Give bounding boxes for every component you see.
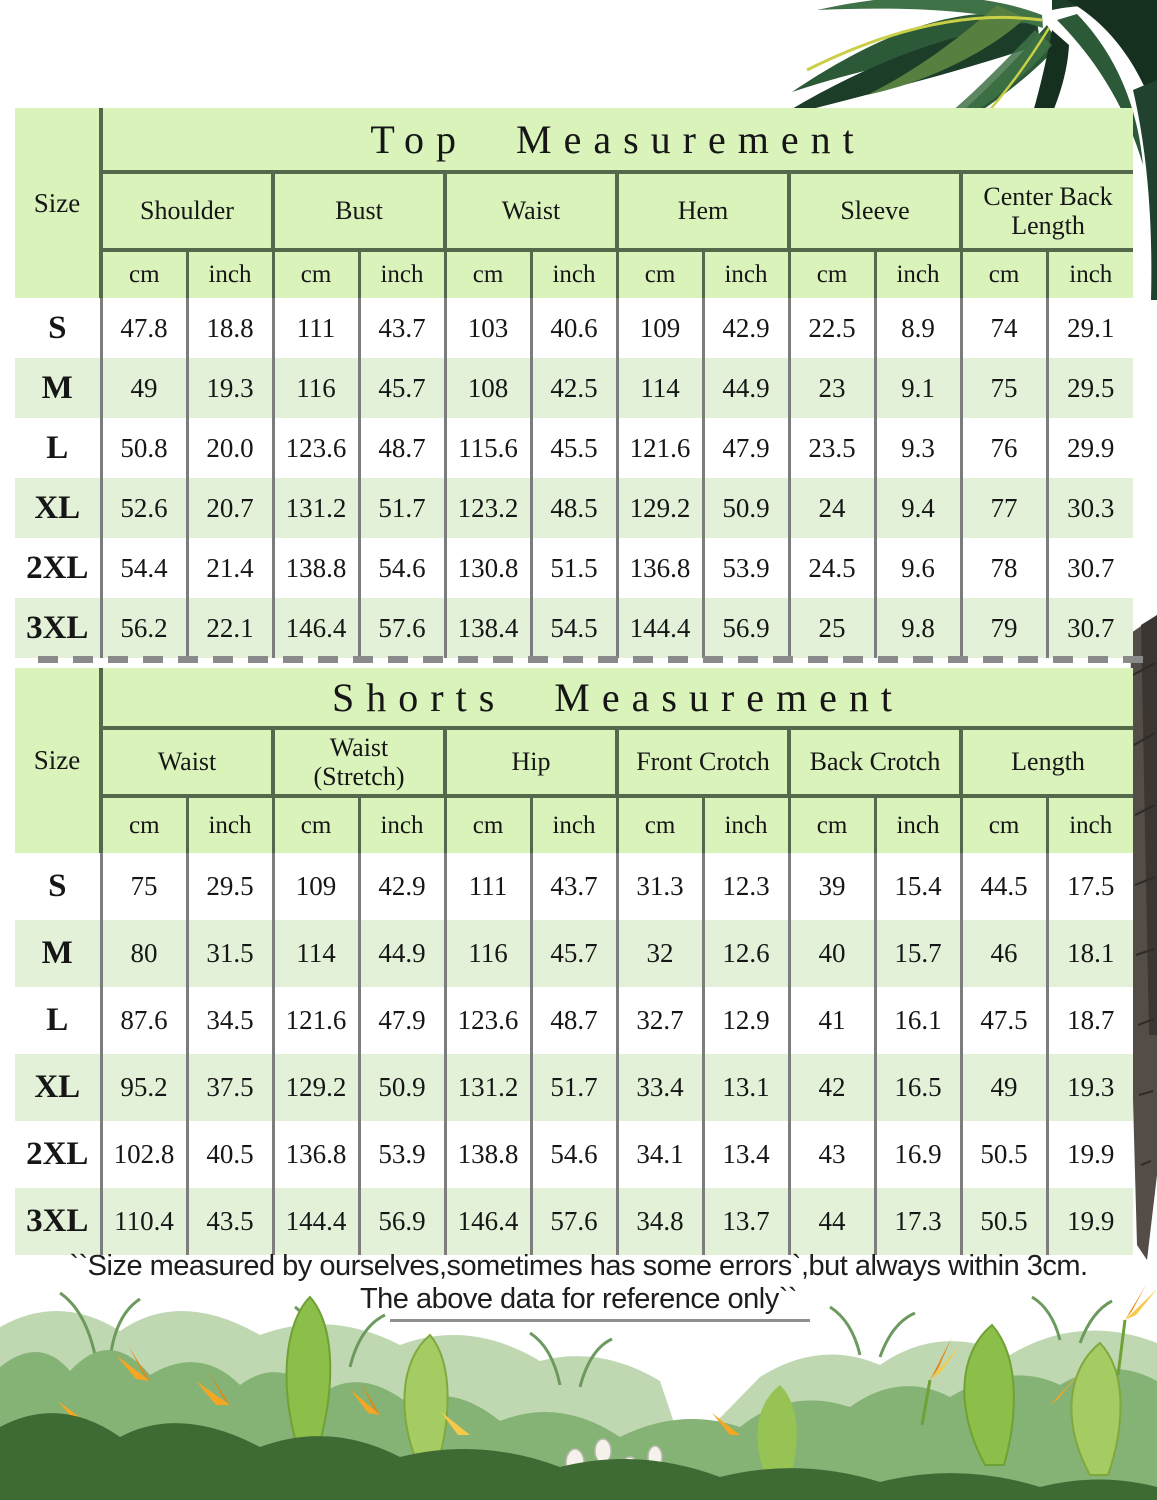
table-title: Shorts Measurement (101, 668, 1133, 728)
value-cell: 50.5 (961, 1188, 1047, 1255)
value-cell: 138.8 (273, 538, 359, 598)
value-cell: 16.5 (875, 1054, 961, 1121)
unit-header-cm: cm (961, 796, 1047, 853)
shorts-measurement-rows (15, 853, 1133, 1255)
value-cell: 13.4 (703, 1121, 789, 1188)
unit-header-inch: inch (187, 796, 273, 853)
unit-header-inch: inch (1047, 250, 1133, 298)
value-cell: 115.6 (445, 418, 531, 478)
unit-header-inch: inch (703, 250, 789, 298)
value-cell: 42.9 (359, 853, 445, 920)
value-cell: 76 (961, 418, 1047, 478)
table-row (15, 1188, 1133, 1255)
unit-header-inch: inch (875, 250, 961, 298)
unit-header-cm: cm (789, 250, 875, 298)
value-cell: 12.6 (703, 920, 789, 987)
table-row (15, 418, 1133, 478)
value-cell: 50.9 (359, 1054, 445, 1121)
value-cell: 129.2 (273, 1054, 359, 1121)
value-cell: 45.7 (359, 358, 445, 418)
value-cell: 102.8 (101, 1121, 187, 1188)
value-cell: 29.5 (1047, 358, 1133, 418)
value-cell: 57.6 (359, 598, 445, 658)
shorts-measurement-table (15, 668, 1133, 1255)
table-row (15, 358, 1133, 418)
size-cell: L (15, 418, 101, 478)
value-cell: 110.4 (101, 1188, 187, 1255)
value-cell: 144.4 (617, 598, 703, 658)
value-cell: 116 (273, 358, 359, 418)
value-cell: 31.5 (187, 920, 273, 987)
value-cell: 39 (789, 853, 875, 920)
footer-note-line-1: ``Size measured by ourselves,sometimes has some errors`,but always within 3cm. (69, 1250, 1088, 1282)
value-cell: 87.6 (101, 987, 187, 1054)
unit-header-cm: cm (617, 796, 703, 853)
table-row (15, 920, 1133, 987)
value-cell: 47.9 (359, 987, 445, 1054)
value-cell: 20.7 (187, 478, 273, 538)
column-group-shoulder: Shoulder (101, 172, 273, 250)
value-cell: 121.6 (273, 987, 359, 1054)
value-cell: 79 (961, 598, 1047, 658)
unit-header-cm: cm (273, 250, 359, 298)
value-cell: 136.8 (273, 1121, 359, 1188)
value-cell: 32 (617, 920, 703, 987)
value-cell: 138.4 (445, 598, 531, 658)
value-cell: 144.4 (273, 1188, 359, 1255)
value-cell: 24.5 (789, 538, 875, 598)
unit-header-inch: inch (1047, 796, 1133, 853)
value-cell: 47.9 (703, 418, 789, 478)
size-cell: S (15, 298, 101, 358)
value-cell: 18.7 (1047, 987, 1133, 1054)
value-cell: 56.2 (101, 598, 187, 658)
column-group-waist: Waist (445, 172, 617, 250)
value-cell: 34.5 (187, 987, 273, 1054)
value-cell: 146.4 (273, 598, 359, 658)
value-cell: 30.3 (1047, 478, 1133, 538)
value-cell: 54.4 (101, 538, 187, 598)
unit-header-inch: inch (531, 796, 617, 853)
value-cell: 43.5 (187, 1188, 273, 1255)
size-cell: 3XL (15, 598, 101, 658)
table-row (15, 538, 1133, 598)
value-cell: 123.6 (273, 418, 359, 478)
size-column-header: Size (15, 668, 101, 853)
unit-header-cm: cm (445, 796, 531, 853)
value-cell: 114 (617, 358, 703, 418)
value-cell: 111 (445, 853, 531, 920)
value-cell: 18.8 (187, 298, 273, 358)
value-cell: 8.9 (875, 298, 961, 358)
column-group-hem: Hem (617, 172, 789, 250)
value-cell: 22.1 (187, 598, 273, 658)
column-group-center-back-length: Center Back Length (961, 172, 1133, 250)
value-cell: 45.5 (531, 418, 617, 478)
value-cell: 9.4 (875, 478, 961, 538)
value-cell: 34.8 (617, 1188, 703, 1255)
size-column-header: Size (15, 108, 101, 298)
value-cell: 29.1 (1047, 298, 1133, 358)
value-cell: 108 (445, 358, 531, 418)
value-cell: 17.3 (875, 1188, 961, 1255)
value-cell: 22.5 (789, 298, 875, 358)
value-cell: 51.5 (531, 538, 617, 598)
column-group-length: Length (961, 728, 1133, 796)
value-cell: 15.4 (875, 853, 961, 920)
table-title: Top Measurement (101, 108, 1133, 172)
tropical-foliage-decoration (0, 1285, 1157, 1500)
value-cell: 121.6 (617, 418, 703, 478)
size-cell: L (15, 987, 101, 1054)
value-cell: 29.5 (187, 853, 273, 920)
value-cell: 45.7 (531, 920, 617, 987)
value-cell: 146.4 (445, 1188, 531, 1255)
value-cell: 31.3 (617, 853, 703, 920)
value-cell: 33.4 (617, 1054, 703, 1121)
value-cell: 23.5 (789, 418, 875, 478)
size-cell: XL (15, 478, 101, 538)
value-cell: 20.0 (187, 418, 273, 478)
value-cell: 9.8 (875, 598, 961, 658)
value-cell: 75 (101, 853, 187, 920)
value-cell: 13.7 (703, 1188, 789, 1255)
value-cell: 80 (101, 920, 187, 987)
value-cell: 136.8 (617, 538, 703, 598)
value-cell: 9.3 (875, 418, 961, 478)
top-measurement-table (15, 108, 1133, 658)
value-cell: 40 (789, 920, 875, 987)
value-cell: 12.9 (703, 987, 789, 1054)
value-cell: 111 (273, 298, 359, 358)
value-cell: 48.7 (359, 418, 445, 478)
column-group-back-crotch: Back Crotch (789, 728, 961, 796)
value-cell: 95.2 (101, 1054, 187, 1121)
value-cell: 29.9 (1047, 418, 1133, 478)
size-cell: XL (15, 1054, 101, 1121)
unit-header-cm: cm (273, 796, 359, 853)
unit-header-cm: cm (445, 250, 531, 298)
value-cell: 18.1 (1047, 920, 1133, 987)
value-cell: 44.9 (359, 920, 445, 987)
dashed-divider (38, 656, 1157, 663)
column-group-waist: Waist (101, 728, 273, 796)
footer-underline (390, 1319, 810, 1322)
column-group-bust: Bust (273, 172, 445, 250)
table-row (15, 298, 1133, 358)
value-cell: 123.2 (445, 478, 531, 538)
value-cell: 138.8 (445, 1121, 531, 1188)
value-cell: 53.9 (703, 538, 789, 598)
table-row (15, 1054, 1133, 1121)
value-cell: 48.5 (531, 478, 617, 538)
value-cell: 9.6 (875, 538, 961, 598)
value-cell: 9.1 (875, 358, 961, 418)
unit-header-inch: inch (359, 250, 445, 298)
value-cell: 43.7 (531, 853, 617, 920)
value-cell: 56.9 (359, 1188, 445, 1255)
value-cell: 103 (445, 298, 531, 358)
unit-header-cm: cm (101, 250, 187, 298)
value-cell: 50.8 (101, 418, 187, 478)
value-cell: 16.1 (875, 987, 961, 1054)
column-group-hip: Hip (445, 728, 617, 796)
value-cell: 131.2 (445, 1054, 531, 1121)
value-cell: 49 (101, 358, 187, 418)
value-cell: 34.1 (617, 1121, 703, 1188)
column-group-sleeve: Sleeve (789, 172, 961, 250)
value-cell: 116 (445, 920, 531, 987)
value-cell: 129.2 (617, 478, 703, 538)
value-cell: 32.7 (617, 987, 703, 1054)
value-cell: 19.9 (1047, 1188, 1133, 1255)
unit-header-inch: inch (187, 250, 273, 298)
value-cell: 19.9 (1047, 1121, 1133, 1188)
value-cell: 42 (789, 1054, 875, 1121)
unit-header-inch: inch (531, 250, 617, 298)
value-cell: 54.6 (531, 1121, 617, 1188)
unit-header-inch: inch (359, 796, 445, 853)
value-cell: 54.5 (531, 598, 617, 658)
value-cell: 78 (961, 538, 1047, 598)
table-row (15, 853, 1133, 920)
value-cell: 15.7 (875, 920, 961, 987)
value-cell: 123.6 (445, 987, 531, 1054)
value-cell: 40.6 (531, 298, 617, 358)
size-cell: 3XL (15, 1188, 101, 1255)
value-cell: 114 (273, 920, 359, 987)
value-cell: 57.6 (531, 1188, 617, 1255)
value-cell: 40.5 (187, 1121, 273, 1188)
unit-header-cm: cm (101, 796, 187, 853)
value-cell: 44.9 (703, 358, 789, 418)
value-cell: 49 (961, 1054, 1047, 1121)
value-cell: 109 (273, 853, 359, 920)
value-cell: 50.5 (961, 1121, 1047, 1188)
size-cell: 2XL (15, 538, 101, 598)
footer-note-line-2: The above data for reference only`` (359, 1283, 798, 1315)
value-cell: 16.9 (875, 1121, 961, 1188)
top-measurement-rows (15, 298, 1133, 658)
value-cell: 131.2 (273, 478, 359, 538)
value-cell: 19.3 (1047, 1054, 1133, 1121)
table-row (15, 987, 1133, 1054)
value-cell: 19.3 (187, 358, 273, 418)
value-cell: 42.9 (703, 298, 789, 358)
value-cell: 75 (961, 358, 1047, 418)
value-cell: 130.8 (445, 538, 531, 598)
value-cell: 47.8 (101, 298, 187, 358)
value-cell: 44.5 (961, 853, 1047, 920)
value-cell: 13.1 (703, 1054, 789, 1121)
column-group-front-crotch: Front Crotch (617, 728, 789, 796)
value-cell: 51.7 (531, 1054, 617, 1121)
value-cell: 24 (789, 478, 875, 538)
value-cell: 43 (789, 1121, 875, 1188)
value-cell: 109 (617, 298, 703, 358)
table-row (15, 598, 1133, 658)
value-cell: 30.7 (1047, 598, 1133, 658)
unit-header-cm: cm (789, 796, 875, 853)
value-cell: 46 (961, 920, 1047, 987)
value-cell: 48.7 (531, 987, 617, 1054)
value-cell: 77 (961, 478, 1047, 538)
unit-header-cm: cm (617, 250, 703, 298)
value-cell: 52.6 (101, 478, 187, 538)
size-cell: 2XL (15, 1121, 101, 1188)
value-cell: 41 (789, 987, 875, 1054)
column-group-waist-stretch: Waist (Stretch) (273, 728, 445, 796)
value-cell: 12.3 (703, 853, 789, 920)
value-cell: 21.4 (187, 538, 273, 598)
value-cell: 53.9 (359, 1121, 445, 1188)
value-cell: 44 (789, 1188, 875, 1255)
value-cell: 37.5 (187, 1054, 273, 1121)
table-row (15, 1121, 1133, 1188)
table-row (15, 478, 1133, 538)
value-cell: 30.7 (1047, 538, 1133, 598)
size-cell: S (15, 853, 101, 920)
value-cell: 56.9 (703, 598, 789, 658)
value-cell: 17.5 (1047, 853, 1133, 920)
unit-header-cm: cm (961, 250, 1047, 298)
size-cell: M (15, 358, 101, 418)
value-cell: 47.5 (961, 987, 1047, 1054)
value-cell: 54.6 (359, 538, 445, 598)
value-cell: 42.5 (531, 358, 617, 418)
value-cell: 43.7 (359, 298, 445, 358)
unit-header-inch: inch (875, 796, 961, 853)
value-cell: 23 (789, 358, 875, 418)
value-cell: 74 (961, 298, 1047, 358)
size-cell: M (15, 920, 101, 987)
value-cell: 50.9 (703, 478, 789, 538)
unit-header-inch: inch (703, 796, 789, 853)
value-cell: 25 (789, 598, 875, 658)
value-cell: 51.7 (359, 478, 445, 538)
